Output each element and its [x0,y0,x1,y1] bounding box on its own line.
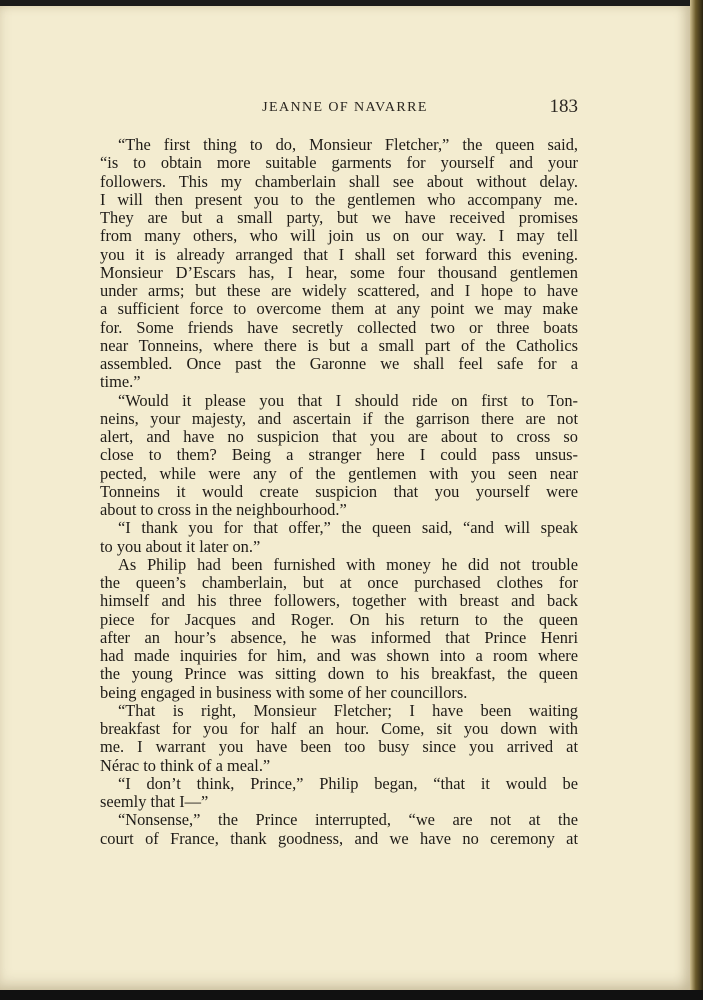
text-line: me. I warrant you have been too busy since you arrived at [100,737,578,757]
text-line: you it is already arranged that I shall set forward this evening. [100,244,578,264]
text-line: near Tonneins, where there is but a small part of the Catholics [100,335,578,355]
text-line: I will then present you to the gentlemen who accompany me. [100,189,578,209]
text-line: “That is right, Monsieur Fletcher; I have been waiting [118,700,578,720]
text-line: neins, your majesty, and ascertain if the garrison there are not [100,408,578,428]
text-line: “I thank you for that offer,” the queen said, “and will speak [118,518,578,538]
text-line: seemly that I—” [100,792,209,811]
text-line: “I don’t think, Prince,” Philip began, “that it would be [118,773,578,793]
text-line: Nérac to think of a meal.” [100,755,271,775]
page-bottom-edge [0,990,703,1000]
text-line: had made inquiries for him, and was shown into a room where [100,646,578,665]
text-line: Monsieur D’Escars has, I hear, some four thousand gentlemen [100,262,578,282]
text-line: himself and his three followers, together with breast and back [100,591,578,611]
text-line: being engaged in business with some of her councillors. [100,682,468,702]
text-line: about to cross in the neighbourhood.” [100,500,347,519]
text-line: As Philip had been furnished with money he did not trouble [118,554,578,574]
book-spine-edge [690,0,703,1000]
text-line: from many others, who will join us on our way. I may tell [100,226,578,246]
text-line: a sufficient force to overcome them at any point we may make [100,299,578,319]
page-number: 183 [549,96,578,117]
text-line: followers. This my chamberlain shall see about without delay. [100,171,578,191]
text-line: “The first thing to do, Monsieur Fletcher,” the queen said, [118,135,578,154]
body-text [100,136,578,848]
text-line: Tonneins it would create suspicion that you yourself were [100,481,578,501]
text-line: They are but a small party, but we have received promises [100,208,578,227]
text-line: piece for Jacques and Roger. On his return to the queen [100,609,578,629]
text-line: time.” [100,372,141,392]
text-line: the young Prince was sitting down to his breakfast, the queen [100,664,578,684]
text-line: alert, and have no suspicion that you are about to cross so [100,427,578,446]
text-line: assembled. Once past the Garonne we shall feel safe for a [100,354,578,373]
text-line: breakfast for you for half an hour. Come, sit you down with [100,719,578,738]
text-line: “is to obtain more suitable garments for yourself and your [100,153,578,173]
text-line: pected, while were any of the gentlemen with you seen near [100,463,578,483]
page-header [0,96,690,120]
text-line: the queen’s chamberlain, but at once purchased clothes for [100,573,578,592]
text-line: to you about it later on.” [100,536,261,556]
text-line: court of France, thank goodness, and we have no ceremony at [100,828,578,848]
text-line: for. Some friends have secretly collected two or three boats [100,317,578,337]
text-line: under arms; but these are widely scattered, and I hope to have [100,281,578,300]
book-page [0,6,690,990]
text-line: after an hour’s absence, he was informed that Prince Henri [100,627,578,647]
text-line: “Would it please you that I should ride on first to Ton- [118,390,578,410]
running-title: JEANNE OF NAVARRE [262,100,428,115]
text-line: close to them? Being a stranger here I could pass unsus- [100,445,578,465]
text-line: “Nonsense,” the Prince interrupted, “we are not at the [118,810,578,830]
